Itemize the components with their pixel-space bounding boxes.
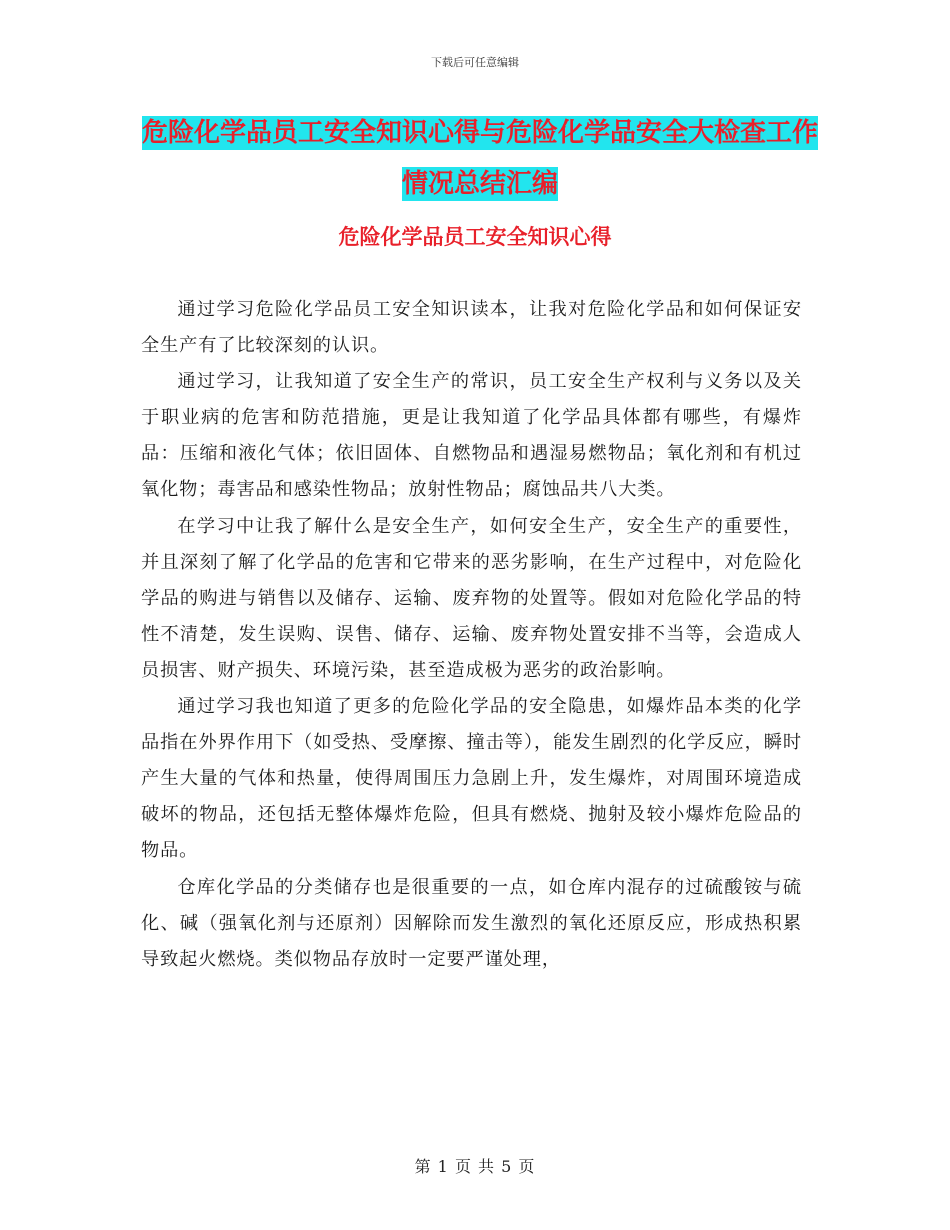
page-number: 第 1 页 共 5 页 <box>414 1157 536 1176</box>
paragraph: 在学习中让我了解什么是安全生产，如何安全生产，安全生产的重要性，并且深刻了解了化学品的危害和它带来的恶劣影响，在生产过程中，对危险化学品的购进与销售以及储存、运输、废弃物的处置等。假如对危险化学品的特性不清楚，发生误购、误售、储存、运输、废弃物处置安排不当等，会造成人员损害、财产损失、环境污染，甚至造成极为恶劣的政治影响。 <box>141 515 802 681</box>
paragraph: 仓库化学品的分类储存也是很重要的一点，如仓库内混存的过硫酸铵与硫化、碱（强氧化剂与还原剂）因解除而发生激烈的氧化还原反应，形成热积累导致起火燃烧。类似物品存放时一定要严谨处理， <box>141 876 802 970</box>
document-title-text: 危险化学品员工安全知识心得与危险化学品安全大检查工作情况总结汇编 <box>141 118 818 199</box>
document-body <box>141 292 802 978</box>
paragraph: 通过学习我也知道了更多的危险化学品的安全隐患，如爆炸品本类的化学品指在外界作用下（如受热、受摩擦、撞击等），能发生剧烈的化学反应，瞬时产生大量的气体和热量，使得周围压力急剧上升，发生爆炸，对周围环境造成破坏的物品，还包括无整体爆炸危险，但具有燃烧、抛射及较小爆炸危险品的物品。 <box>141 696 802 862</box>
section-title: 危险化学品员工安全知识心得 <box>338 225 612 249</box>
paragraph: 通过学习，让我知道了安全生产的常识，员工安全生产权利与义务以及关于职业病的危害和防范措施，更是让我知道了化学品具体都有哪些，有爆炸品：压缩和液化气体；依旧固体、自燃物品和遇湿易燃物品；氧化剂和有机过氧化物；毒害品和感染性物品；放射性物品；腐蚀品共八大类。 <box>141 371 802 501</box>
document-title <box>140 108 820 210</box>
paragraph: 通过学习危险化学品员工安全知识读本，让我对危险化学品和如何保证安全生产有了比较深刻的认识。 <box>141 299 802 357</box>
header-note: 下载后可任意编辑 <box>431 56 519 69</box>
